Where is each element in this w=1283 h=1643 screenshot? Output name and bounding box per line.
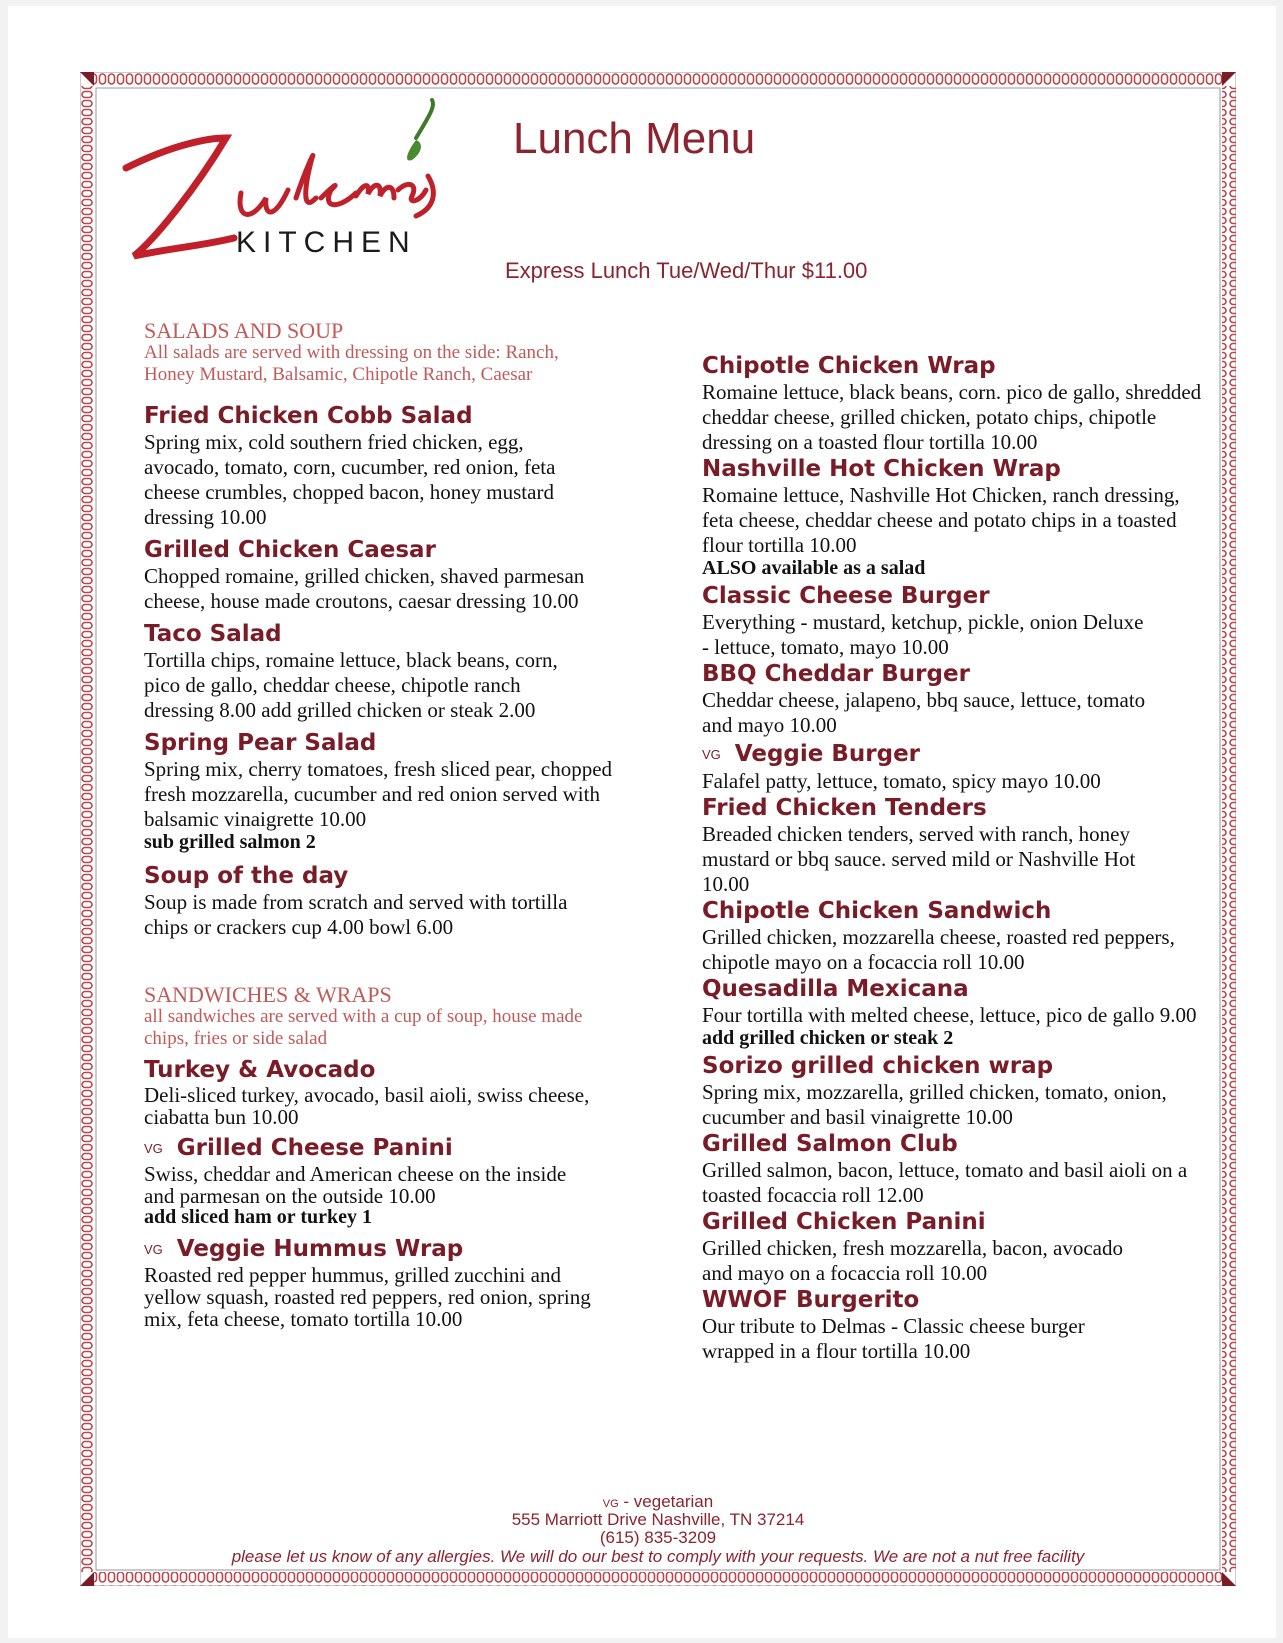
item-name: Soup of the day bbox=[144, 863, 349, 889]
item-extra: add sliced ham or turkey 1 bbox=[144, 1206, 372, 1228]
item-name: Grilled Salmon Club bbox=[702, 1131, 958, 1157]
menu-item bbox=[144, 1134, 634, 1227]
logo-kitchen-word: KITCHEN bbox=[236, 226, 417, 259]
item-name: WWOF Burgerito bbox=[702, 1287, 920, 1313]
section-note: all sandwiches are served with a cup of soup, house made chips, fries or side salad bbox=[144, 1006, 583, 1049]
item-name: Fried Chicken Tenders bbox=[702, 795, 987, 821]
item-description: Our tribute to Delmas - Classic cheese burger wrapped in a flour tortilla 10.00 bbox=[702, 1314, 1085, 1363]
item-name: Turkey & Avocado bbox=[144, 1057, 376, 1083]
item-description: Deli-sliced turkey, avocado, basil aioli, swiss cheese, ciabatta bun 10.00 bbox=[144, 1083, 590, 1129]
menu-item bbox=[702, 1052, 1202, 1130]
vegetarian-tag: VG bbox=[602, 1498, 619, 1510]
item-description: Everything - mustard, ketchup, pickle, onion Deluxe - lettuce, tomato, mayo 10.00 bbox=[702, 610, 1144, 659]
item-description: Tortilla chips, romaine lettuce, black beans, corn, pico de gallo, cheddar cheese, chipotle ranch dressing 8.00 add grilled chicken or steak 2.00 bbox=[144, 648, 558, 722]
vegetarian-legend bbox=[158, 1492, 1158, 1512]
item-description: Falafel patty, lettuce, tomato, spicy mayo 10.00 bbox=[702, 769, 1101, 793]
item-name: Classic Cheese Burger bbox=[702, 583, 990, 609]
item-description: Grilled chicken, mozzarella cheese, roasted red peppers, chipotle mayo on a focaccia roll 10.00 bbox=[702, 925, 1175, 974]
phone-number: (615) 835-3209 bbox=[599, 1528, 717, 1547]
item-description: Breaded chicken tenders, served with ranch, honey mustard or bbq sauce. served mild or Nashville Hot 10.00 bbox=[702, 822, 1136, 896]
menu-item bbox=[144, 729, 634, 852]
vegetarian-tag: VG bbox=[144, 1242, 163, 1257]
item-name bbox=[144, 1235, 634, 1264]
address: 555 Marriott Drive Nashville, TN 37214 bbox=[511, 1510, 805, 1529]
express-lunch-note: Express Lunch Tue/Wed/Thur $11.00 bbox=[505, 258, 868, 283]
item-description: Four tortilla with melted cheese, lettuce, pico de gallo 9.00 bbox=[702, 1003, 1197, 1027]
item-extra: ALSO available as a salad bbox=[702, 557, 926, 579]
right-column bbox=[702, 352, 1202, 1364]
item-name bbox=[144, 1134, 634, 1163]
menu-item bbox=[702, 975, 1202, 1048]
menu-item bbox=[702, 1208, 1202, 1286]
menu-item bbox=[702, 660, 1202, 738]
item-description: Spring mix, cold southern fried chicken, egg, avocado, tomato, corn, cucumber, red onion, feta cheese crumbles, chopped bacon, honey mustard dressing 10.00 bbox=[144, 430, 556, 529]
menu-item bbox=[702, 1286, 1202, 1364]
menu-item bbox=[144, 862, 634, 940]
menu-item bbox=[702, 1130, 1202, 1208]
sandwiches-section bbox=[144, 984, 634, 1330]
menu-item bbox=[144, 1235, 634, 1330]
vegetarian-tag: VG bbox=[144, 1141, 163, 1156]
menu-item bbox=[144, 402, 634, 530]
item-extra: add grilled chicken or steak 2 bbox=[702, 1027, 954, 1049]
item-description: Spring mix, cherry tomatoes, fresh sliced pear, chopped fresh mozzarella, cucumber and red onion served with balsamic vinaigrette 10.00 bbox=[144, 757, 613, 831]
item-name: Taco Salad bbox=[144, 621, 282, 647]
left-column bbox=[144, 320, 634, 1330]
item-name: Grilled Chicken Panini bbox=[702, 1209, 986, 1235]
item-name: Chipotle Chicken Sandwich bbox=[702, 898, 1052, 924]
menu-item bbox=[702, 582, 1202, 660]
item-name: Sorizo grilled chicken wrap bbox=[702, 1053, 1054, 1079]
item-description: Grilled salmon, bacon, lettuce, tomato and basil aioli on a toasted focaccia roll 12.00 bbox=[702, 1158, 1188, 1207]
item-description: Grilled chicken, fresh mozzarella, bacon, avocado and mayo on a focaccia roll 10.00 bbox=[702, 1236, 1123, 1285]
menu-item bbox=[702, 455, 1202, 578]
item-name: Spring Pear Salad bbox=[144, 730, 377, 756]
menu-item bbox=[144, 536, 634, 614]
vegetarian-legend-text: - vegetarian bbox=[623, 1492, 714, 1511]
section-note: All salads are served with dressing on the side: Ranch, Honey Mustard, Balsamic, Chipotle Ranch, Caesar bbox=[144, 342, 559, 385]
menu-item bbox=[702, 794, 1202, 897]
item-name: Chipotle Chicken Wrap bbox=[702, 353, 996, 379]
item-name bbox=[702, 740, 1202, 769]
menu-title: Lunch Menu bbox=[513, 114, 756, 163]
menu-page bbox=[8, 6, 1276, 1638]
item-name: Quesadilla Mexicana bbox=[702, 976, 969, 1002]
item-extra: sub grilled salmon 2 bbox=[144, 831, 316, 853]
item-name: Fried Chicken Cobb Salad bbox=[144, 403, 473, 429]
menu-item bbox=[702, 740, 1202, 794]
item-name: Nashville Hot Chicken Wrap bbox=[702, 456, 1061, 482]
section-title: SALADS AND SOUP bbox=[144, 318, 344, 343]
item-description: Swiss, cheddar and American cheese on the inside and parmesan on the outside 10.00 bbox=[144, 1162, 567, 1208]
menu-item bbox=[144, 1056, 634, 1128]
item-description: Soup is made from scratch and served with tortilla chips or crackers cup 4.00 bowl 6.00 bbox=[144, 890, 568, 939]
item-description: Spring mix, mozzarella, grilled chicken, tomato, onion, cucumber and basil vinaigrette 10.00 bbox=[702, 1080, 1167, 1129]
vegetarian-tag: VG bbox=[702, 747, 721, 762]
item-name: Grilled Chicken Caesar bbox=[144, 537, 436, 563]
item-description: Cheddar cheese, jalapeno, bbq sauce, lettuce, tomato and mayo 10.00 bbox=[702, 688, 1146, 737]
item-description: Romaine lettuce, black beans, corn. pico de gallo, shredded cheddar cheese, grilled chicken, potato chips, chipotle dressing on a toasted flour tortilla 10.00 bbox=[702, 380, 1202, 454]
section-title: SANDWICHES & WRAPS bbox=[144, 982, 392, 1007]
menu-item bbox=[702, 352, 1202, 455]
item-name-text: Veggie Burger bbox=[734, 741, 921, 767]
allergy-notice: please let us know of any allergies. We will do our best to comply with your requests. We are not a nut free facility bbox=[231, 1547, 1085, 1566]
menu-item bbox=[702, 897, 1202, 975]
salads-section bbox=[144, 320, 634, 940]
item-name-text: Veggie Hummus Wrap bbox=[176, 1236, 464, 1262]
item-description: Roasted red pepper hummus, grilled zucchini and yellow squash, roasted red peppers, red onion, spring mix, feta cheese, tomato tortilla 10.00 bbox=[144, 1263, 591, 1331]
item-name-text: Grilled Cheese Panini bbox=[176, 1135, 453, 1161]
item-description: Romaine lettuce, Nashville Hot Chicken, ranch dressing, feta cheese, cheddar cheese and potato chips in a toasted flour tortilla 10.00 bbox=[702, 483, 1180, 557]
item-description: Chopped romaine, grilled chicken, shaved parmesan cheese, house made croutons, caesar dressing 10.00 bbox=[144, 564, 585, 613]
menu-item bbox=[144, 620, 634, 723]
item-name: BBQ Cheddar Burger bbox=[702, 661, 970, 687]
